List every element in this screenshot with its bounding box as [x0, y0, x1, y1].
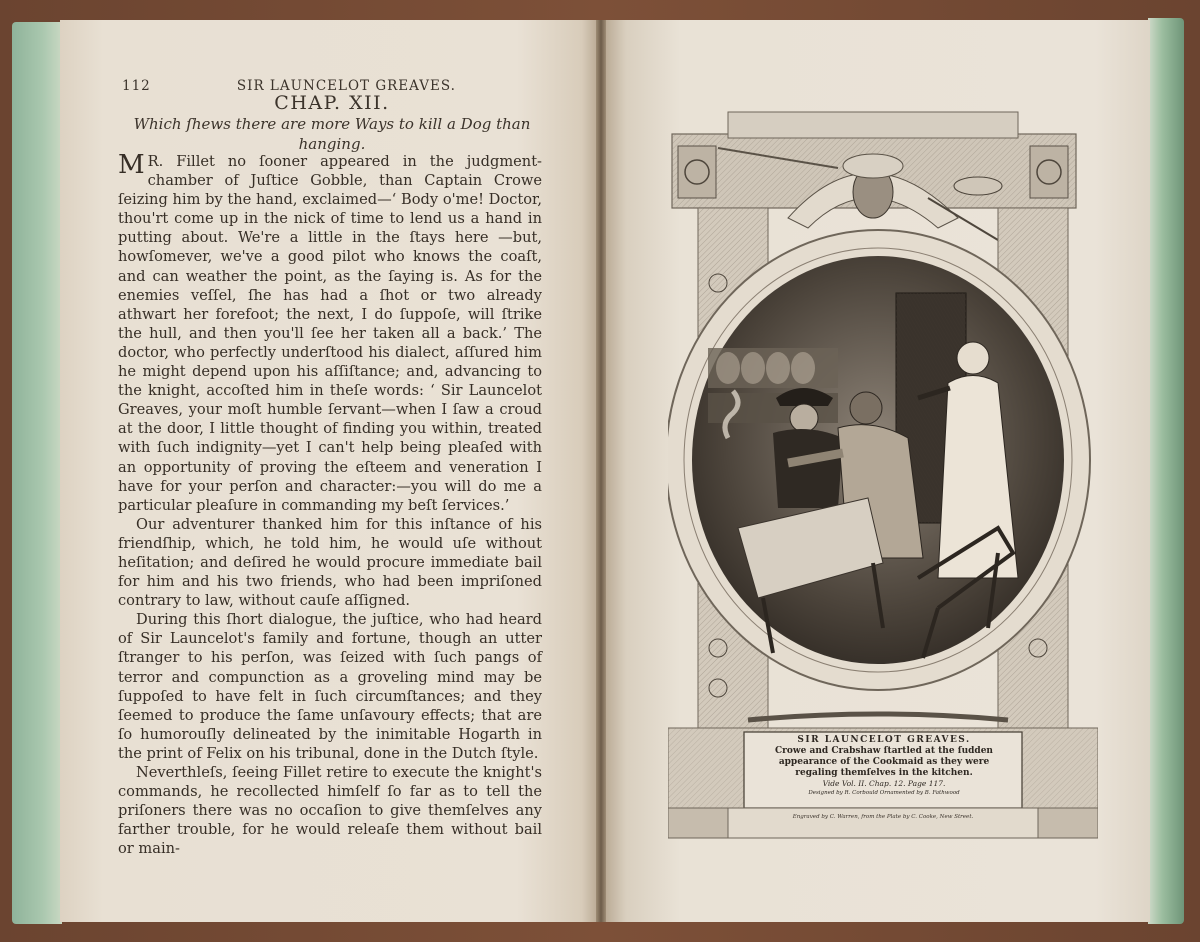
- caption-credits: Designed by R. Corbould Ornamented by B. Fathwood: [808, 790, 960, 796]
- caption-line-1: Crowe and Crabshaw ſtartled at the ſudden: [775, 746, 993, 756]
- caption-title: SIR LAUNCELOT GREAVES.: [797, 735, 971, 745]
- running-title: SIR LAUNCELOT GREAVES.: [236, 78, 456, 94]
- book-gutter: [596, 20, 606, 922]
- plate-caption: [746, 734, 1022, 797]
- page-number: 112: [122, 78, 151, 94]
- engraving-illustration: [668, 108, 1098, 840]
- caption-line-3: regaling themſelves in the kitchen.: [795, 768, 973, 778]
- paragraph-1: [118, 152, 542, 515]
- cover-edge-left: [12, 22, 62, 924]
- chapter-body: [118, 152, 542, 858]
- engraver-line: Engraved by C. Warren, from the Plate by C. Cooke, New Street.: [792, 814, 974, 820]
- chapter-heading: CHAP. XII.: [274, 92, 390, 114]
- engraving-plate: [668, 108, 1098, 840]
- caption-line-2: appearance of the Cookmaid as they were: [778, 757, 990, 767]
- cover-edge-right: [1148, 18, 1184, 924]
- paragraph-1-text: R. Fillet no ſooner appeared in the judgment-chamber of Juſtice Gobble, than Captain Crowe ſeizing him by the hand, exclaimed—‘ Body o'me! Doctor, thou'rt come up in the nick of time to lend us a hand in putting about. We're a little in the ſtays here —but, howſomever, we've a good pilot who knows the coaſt, and can weather the point, as the ſaying is. As for the enemies veſſel, ſhe has had a ſhot or two already athwart her forefoot; the next, I do ſuppoſe, will ſtrike the hull, and then you'll ſee her taken all a back.’ The doctor, who perfectly underſtood his dialect, aſſured him he might depend upon his aſſiſtance; and, advancing to the knight, accoſted him in theſe words: ‘ Sir Launcelot Greaves, your moſt humble ſervant—when I ſaw a croud at the door, I little thought of finding you within, treated with ſuch indignity—yet I can't help being pleaſed with an opportunity of proving the eſteem and veneration I have for your perſon and character:—you will do me a particular pleaſure in commanding my beſt ſervices.’: [118, 153, 542, 514]
- dropcap: M: [118, 150, 145, 180]
- paragraph-3: During this ſhort dialogue, the juſtice, who had heard of Sir Launcelot's family and fortune, though an utter ſtranger to his perſon, was ſeized with ſuch pangs of terror and compunction as a groveling mind may be ſuppoſed to have felt in ſuch circumſtances; and they ſeemed to produce the ſame unſavoury effects; that are ſo humorouſly delineated by the inimitable Hogarth in the print of Felix on his tribunal, done in the Dutch ſtyle.: [118, 611, 542, 762]
- chapter-subtitle: Which ſhews there are more Ways to kill a Dog than hanging.: [133, 115, 531, 153]
- caption-reference: Vide Vol. II. Chap. 12. Page 117.: [822, 779, 946, 788]
- paragraph-2: Our adventurer thanked him for this inſtance of his friendſhip, which, he told him, he would uſe without heſitation; and deſired he would procure immediate bail for him and his two friends, who had been impriſoned contrary to law, without cauſe aſſigned.: [118, 515, 542, 610]
- paragraph-4: Neverthleſs, ſeeing Fillet retire to execute the knight's commands, he recollected himſelf ſo far as to tell the priſoners there was no occaſion to give themſelves any farther trouble, for he would releaſe them without bail or main-: [118, 764, 542, 858]
